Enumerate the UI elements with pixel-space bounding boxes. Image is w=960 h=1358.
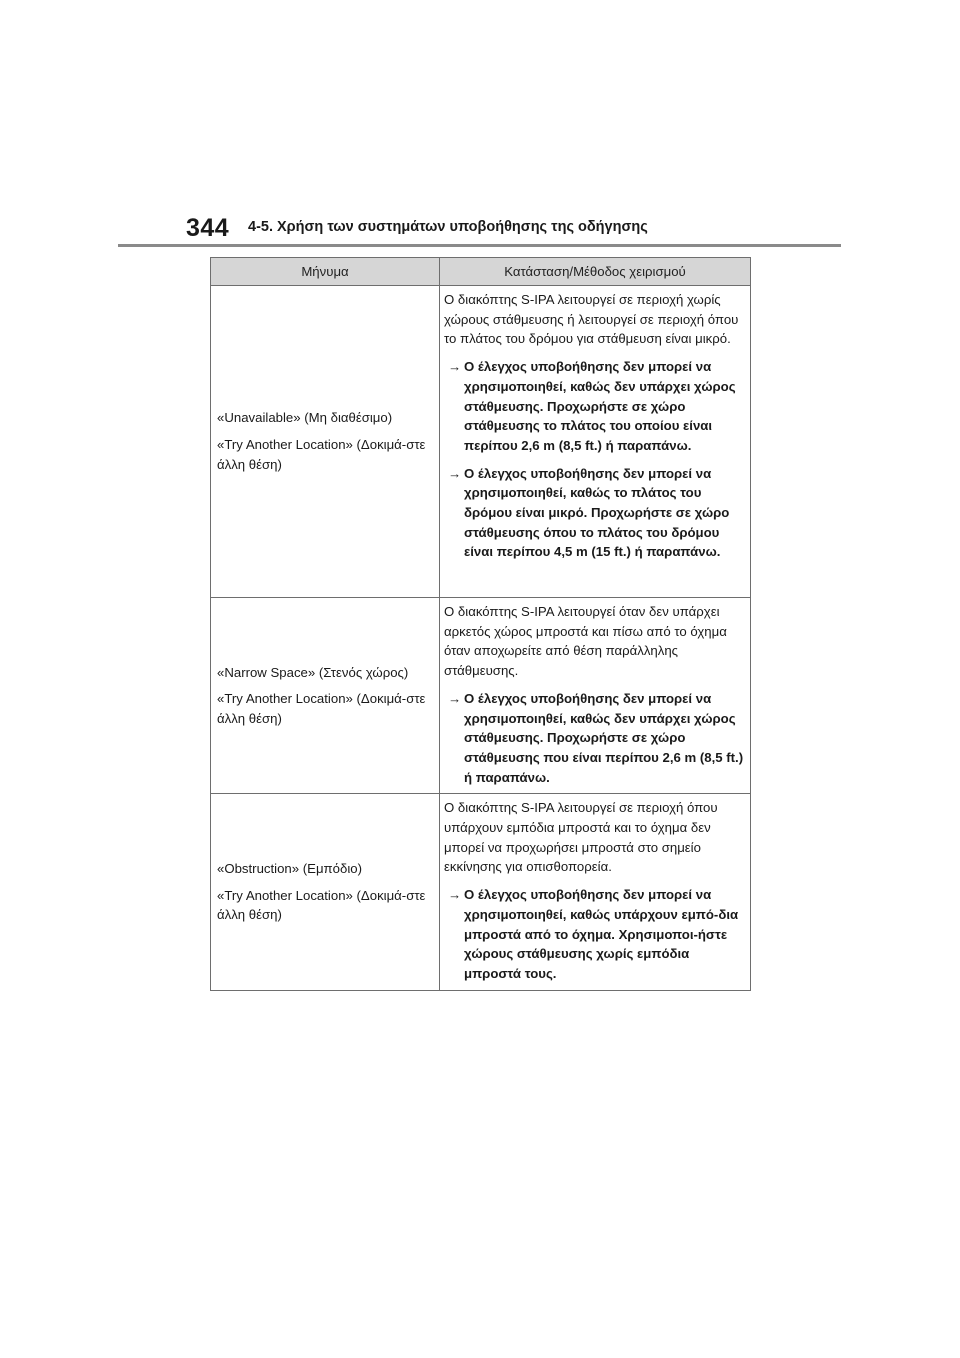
message-text: «Narrow Space» (Στενός χώρος) (217, 664, 409, 680)
section-title: 4-5. Χρήση των συστημάτων υποβοήθησης της οδήγησης (248, 219, 648, 235)
header-rule (118, 244, 841, 247)
condition-cell (440, 794, 751, 990)
condition-cell (440, 598, 751, 794)
arrow-right-icon: → (448, 465, 462, 481)
message-text: «Obstruction» (Εμπόδιο) (217, 860, 362, 876)
column-header-condition: Κατάσταση/Μέθοδος χειρισμού (440, 258, 751, 286)
action-item (444, 357, 746, 456)
message-table-wrapper (210, 257, 750, 991)
table-row (211, 794, 751, 990)
action-text: Ο έλεγχος υποβοήθησης δεν μπορεί να χρησιμοποιηθεί, καθώς το πλάτος του δρόμου είναι μικρό. Προχωρήστε σε χώρο στάθμευσης όπου το πλάτος του δρόμου είναι περίπου 4,5 m (15 ft.) ή παραπάνω. (464, 465, 730, 560)
message-text: «Try Another Location» (Δοκιμά-στε άλλη θέση) (217, 691, 426, 727)
action-item (444, 464, 746, 563)
action-text: Ο έλεγχος υποβοήθησης δεν μπορεί να χρησιμοποιηθεί, καθώς υπάρχουν εμπό-δια μπροστά από το όχημα. Χρησιμοποι-ήστε χώρους στάθμευσης χωρίς εμπόδια μπροστά τους. (464, 887, 739, 981)
arrow-right-icon: → (448, 887, 462, 903)
message-text: «Unavailable» (Μη διαθέσιμο) (217, 410, 393, 426)
condition-text: Ο διακόπτης S-IPA λειτουργεί σε περιοχή χωρίς χώρους στάθμευσης ή λειτουργεί σε περιοχή όπου το πλάτος του δρόμου για στάθμευση είναι μικρό. (444, 292, 739, 347)
table-header-row (211, 258, 751, 286)
page-header (0, 0, 960, 250)
message-cell (211, 286, 440, 598)
page-number: 344 (186, 214, 230, 242)
arrow-right-icon: → (448, 690, 462, 706)
action-text: Ο έλεγχος υποβοήθησης δεν μπορεί να χρησιμοποιηθεί, καθώς δεν υπάρχει χώρος στάθμευσης. Προχωρήστε σε χώρο στάθμευσης που είναι περίπου 2,6 m (8,5 ft.) ή παραπάνω. (464, 690, 744, 785)
condition-cell (440, 286, 751, 598)
message-table (210, 257, 751, 991)
arrow-right-icon: → (448, 359, 462, 375)
message-cell (211, 598, 440, 794)
table-row (211, 286, 751, 598)
message-text: «Try Another Location» (Δοκιμά-στε άλλη θέση) (217, 437, 426, 472)
condition-text: Ο διακόπτης S-IPA λειτουργεί σε περιοχή όπου υπάρχουν εμπόδια μπροστά και το όχημα δεν μπορεί να προχωρήσει μπροστά στο σημείο εκκίνησης για οπισθοπορεία. (444, 800, 718, 875)
action-item (444, 689, 746, 788)
action-text: Ο έλεγχος υποβοήθησης δεν μπορεί να χρησιμοποιηθεί, καθώς δεν υπάρχει χώρος στάθμευσης. Προχωρήστε σε χώρο στάθμευσης το πλάτος του οποίου είναι περίπου 2,6 m (8,5 ft.) ή παραπάνω. (464, 359, 736, 453)
table-row (211, 598, 751, 794)
message-cell (211, 794, 440, 990)
action-item (444, 885, 746, 984)
message-text: «Try Another Location» (Δοκιμά-στε άλλη θέση) (217, 887, 426, 923)
condition-text: Ο διακόπτης S-IPA λειτουργεί όταν δεν υπάρχει αρκετός χώρος μπροστά και πίσω από το όχημα όταν αποχωρείτε από θέση παράλληλης στάθμευσης. (444, 604, 727, 679)
column-header-message: Μήνυμα (211, 258, 440, 286)
